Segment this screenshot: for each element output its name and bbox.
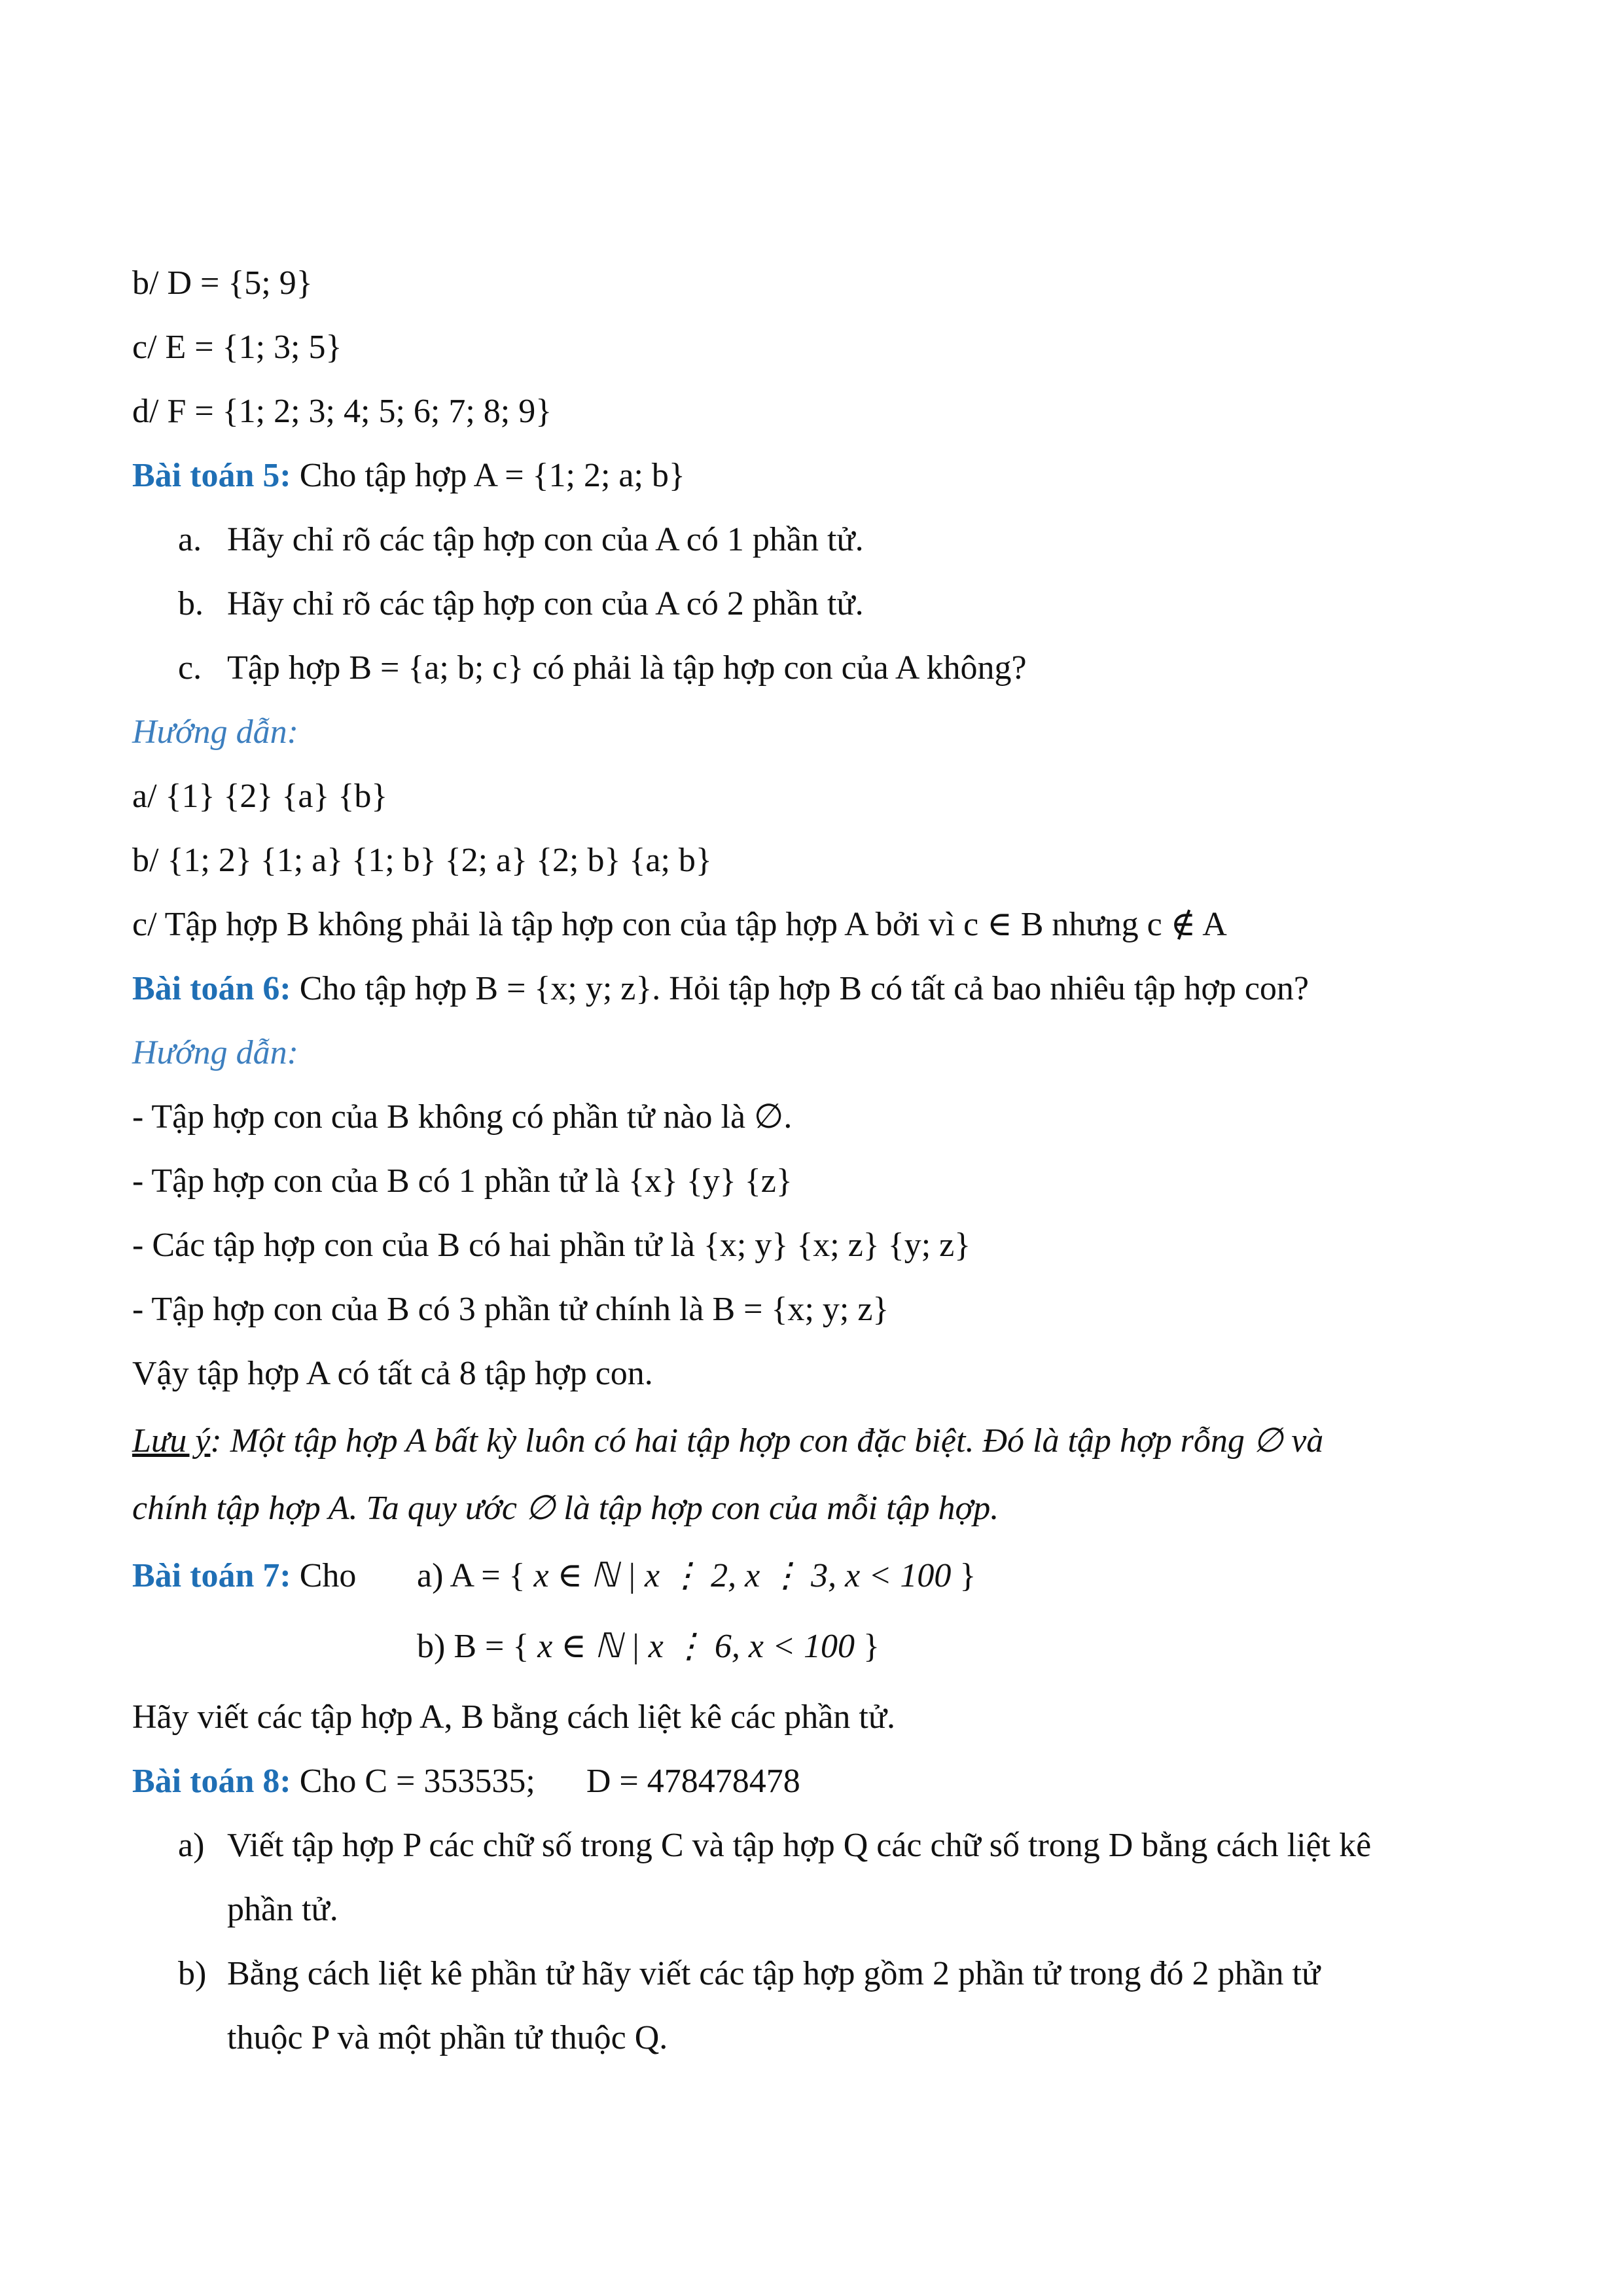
problem-7-instruction: Hãy viết các tập hợp A, B bằng cách liệt kê các phần tử.: [132, 1698, 896, 1736]
problem-7-title: Bài toán 7:: [132, 1557, 291, 1594]
problem-8-title: Bài toán 8:: [132, 1763, 291, 1800]
problem-5-answer-a: a/ {1} {2} {a} {b}: [132, 778, 388, 815]
problem-7-set-b-suffix: }: [863, 1628, 880, 1665]
problem-7-set-a-prefix: a) A = {: [417, 1557, 526, 1594]
problem-8-item-b-line1: Bằng cách liệt kê phần tử hãy viết các tập hợp gồm 2 phần tử trong đó 2 phần tử: [227, 1955, 1321, 1992]
note-label: Lưu ý: [132, 1422, 211, 1460]
problem-8-item-b-label: b): [178, 1955, 207, 1992]
answer-line-c: c/ E = {1; 3; 5}: [132, 329, 342, 366]
problem-5-item-b-label: b.: [178, 585, 204, 622]
problem-5-item-c-text: Tập hợp B = {a; b; c} có phải là tập hợp con của A không?: [227, 649, 1027, 687]
problem-5-title: Bài toán 5:: [132, 457, 291, 494]
problem-6-guide-heading: Hướng dẫn:: [132, 1034, 298, 1071]
problem-5-item-a-label: a.: [178, 521, 202, 558]
problem-5-item-a-text: Hãy chỉ rõ các tập hợp con của A có 1 phần tử.: [227, 521, 864, 558]
problem-6-conclusion: Vậy tập hợp A có tất cả 8 tập hợp con.: [132, 1355, 653, 1392]
problem-6-title: Bài toán 6:: [132, 970, 291, 1007]
answer-line-d: d/ F = {1; 2; 3; 4; 5; 6; 7; 8; 9}: [132, 393, 552, 430]
problem-5-answer-c: c/ Tập hợp B không phải là tập hợp con của tập hợp A bởi vì c ∈ B nhưng c ∉ A: [132, 906, 1227, 943]
problem-7-set-a-suffix: }: [959, 1557, 976, 1594]
problem-8-text: Cho C = 353535; D = 478478478: [291, 1763, 800, 1800]
problem-6-answer-1: - Tập hợp con của B không có phần tử nào là ∅.: [132, 1098, 793, 1136]
problem-7-set-b-condition: x ∈ ℕ | x ⋮ 6, x < 100: [529, 1628, 864, 1665]
problem-7-set-b-prefix: b) B = {: [417, 1628, 529, 1665]
note-line-2: chính tập hợp A. Ta quy ước ∅ là tập hợp con của mỗi tập hợp.: [132, 1490, 999, 1527]
problem-5-item-b-text: Hãy chỉ rõ các tập hợp con của A có 2 phần tử.: [227, 585, 864, 622]
problem-5-item-c-label: c.: [178, 649, 202, 687]
problem-6-answer-3: - Các tập hợp con của B có hai phần tử là {x; y} {x; z} {y; z}: [132, 1227, 971, 1264]
problem-8-item-a-line2: phần tử.: [227, 1891, 338, 1928]
problem-7-cho: Cho: [291, 1557, 357, 1594]
problem-5-guide-heading: Hướng dẫn:: [132, 713, 298, 751]
problem-7-set-b: [417, 1627, 880, 1666]
problem-8-heading: [132, 1762, 800, 1801]
problem-7-heading: [132, 1556, 356, 1596]
problem-8-item-a-label: a): [178, 1827, 205, 1864]
problem-8-item-a-line1: Viết tập hợp P các chữ số trong C và tập hợp Q các chữ số trong D bằng cách liệt kê: [227, 1827, 1372, 1864]
problem-5-answer-b: b/ {1; 2} {1; a} {1; b} {2; a} {2; b} {a; b}: [132, 842, 712, 879]
problem-7-set-a-condition: x ∈ ℕ | x ⋮ 2, x ⋮ 3, x < 100: [525, 1557, 960, 1594]
problem-8-item-b-line2: thuộc P và một phần tử thuộc Q.: [227, 2019, 668, 2056]
problem-6-text: Cho tập hợp B = {x; y; z}. Hỏi tập hợp B có tất cả bao nhiêu tập hợp con?: [291, 970, 1310, 1007]
note-text-1: : Một tập hợp A bất kỳ luôn có hai tập hợp con đặc biệt. Đó là tập hợp rỗng ∅ và: [210, 1422, 1324, 1460]
answer-line-b: b/ D = {5; 9}: [132, 264, 313, 302]
problem-6-answer-2: - Tập hợp con của B có 1 phần tử là {x} {y} {z}: [132, 1162, 793, 1200]
problem-6-answer-4: - Tập hợp con của B có 3 phần tử chính là B = {x; y; z}: [132, 1291, 889, 1328]
problem-5-text: Cho tập hợp A = {1; 2; a; b}: [291, 457, 685, 494]
note-line-1: [132, 1422, 1323, 1461]
problem-5-heading: [132, 456, 685, 495]
problem-7-set-a: [417, 1556, 976, 1596]
problem-6-heading: [132, 969, 1309, 1009]
